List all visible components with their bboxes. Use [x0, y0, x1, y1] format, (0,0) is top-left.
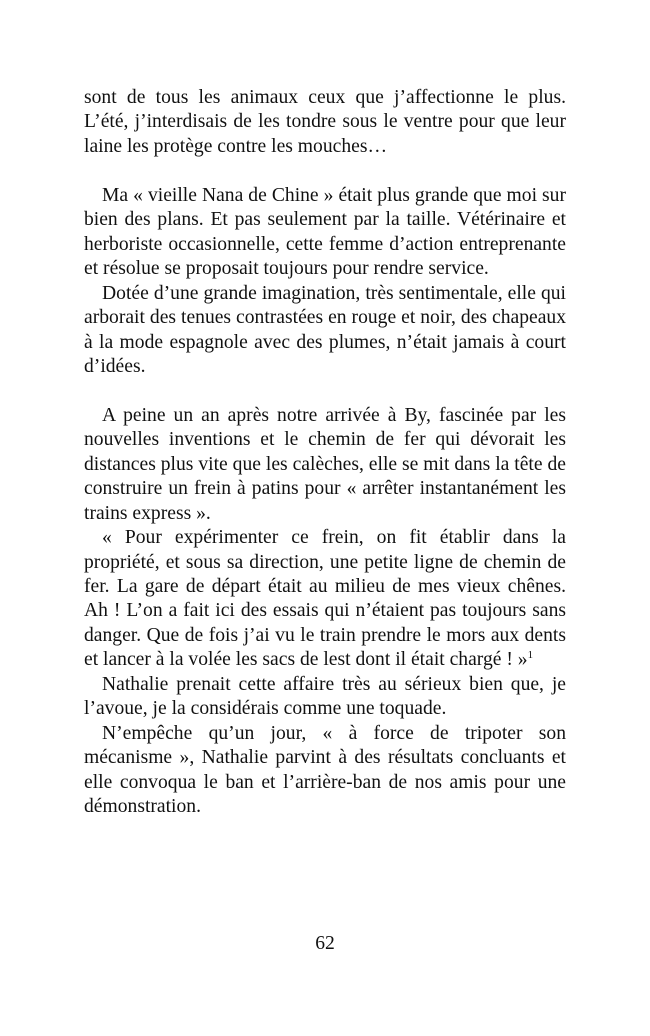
section-break: [84, 159, 566, 183]
section-break: [84, 379, 566, 403]
paragraph-toquade: Nathalie prenait cette affaire très au sérieux bien que, je l’avoue, je la considérais comme une toquade.: [84, 673, 566, 720]
paragraph-nana-de-chine: Ma « vieille Nana de Chine » était plus grande que moi sur bien des plans. Et pas seulement par la taille. Vétérinaire et herboriste occasionnelle, cette femme d’action entreprenante et résolue se proposait toujours pour rendre service.: [84, 184, 566, 280]
paragraph-quotation: [84, 526, 566, 673]
paragraph-demonstration: N’empêche qu’un jour, « à force de tripoter son mécanisme », Nathalie parvint à des résultats concluants et elle convoqua le ban et l’arrière-ban de nos amis pour une démonstration.: [84, 722, 566, 818]
quotation-text: « Pour expérimenter ce frein, on fit établir dans la propriété, et sous sa direction, une petite ligne de chemin de fer. La gare de départ était au milieu de mes vieux chênes. Ah ! L’on a fait ici des essais qui n’étaient pas toujours sans danger. Que de fois j’ai vu le train prendre le mors aux dents et lancer à la volée les sacs de lest dont il était chargé ! »: [84, 527, 566, 671]
paragraph-sheep-wool: sont de tous les animaux ceux que j’affectionne le plus. L’été, j’interdisais de les tondre sous le ventre pour que leur laine les protège contre les mouches…: [84, 87, 566, 157]
footnote-reference[interactable]: 1: [527, 649, 534, 662]
paragraph-imagination: Dotée d’une grande imagination, très sentimentale, elle qui arborait des tenues contrastées en rouge et noir, des chapeaux à la mode espagnole avec des plumes, n’était jamais à court d’idées.: [84, 282, 566, 377]
paragraph-brake-invention: A peine un an après notre arrivée à By, fascinée par les nouvelles inventions et le chemin de fer qui dévorait les distances plus vite que les calèches, elle se mit dans la tête de construire un frein à patins pour « arrêter instantanément les trains express ».: [84, 404, 566, 524]
page-number: 62: [315, 933, 335, 954]
page-body: [84, 86, 566, 820]
